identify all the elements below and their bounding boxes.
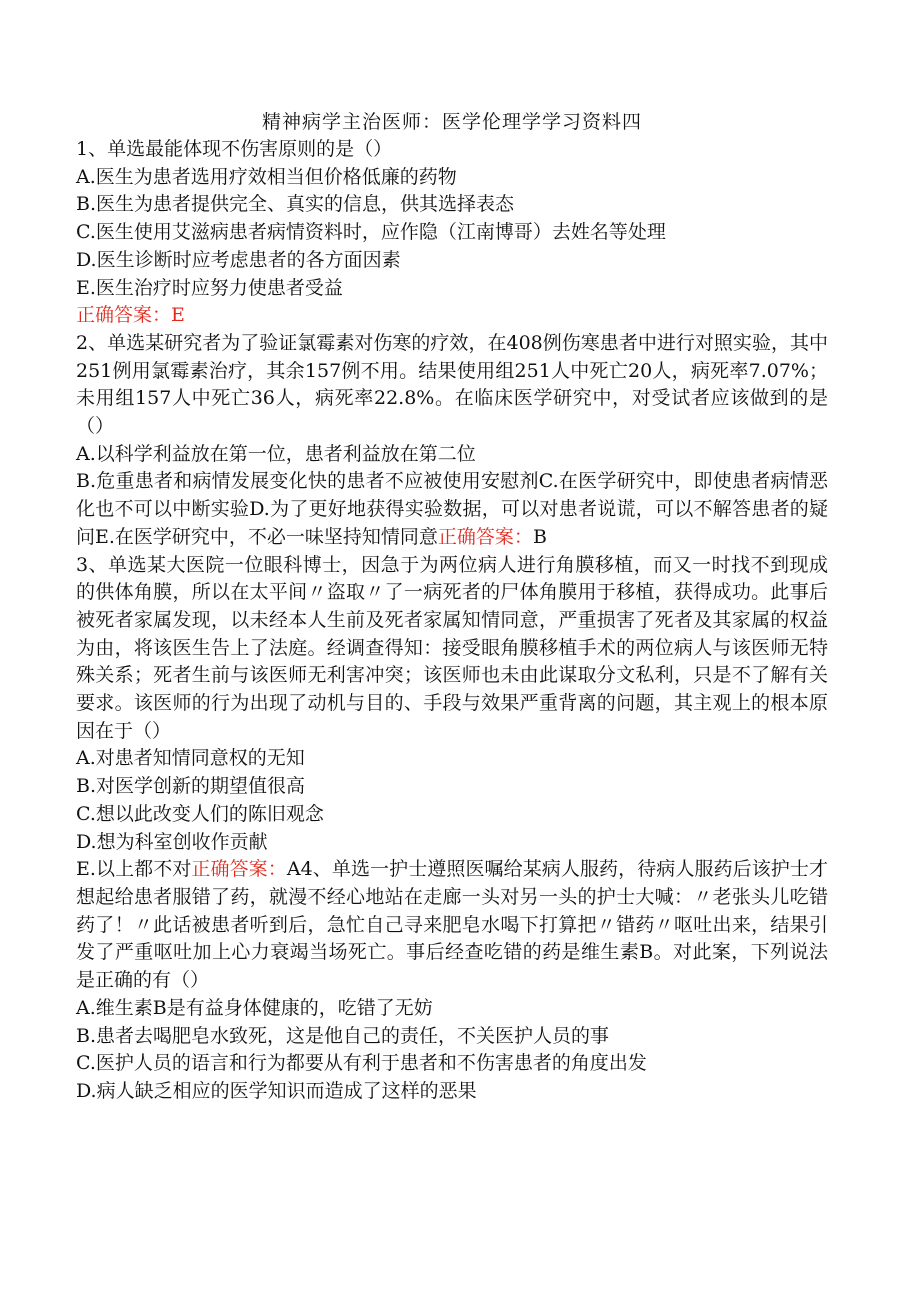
question-3-option-e-and-question-4	[76, 856, 828, 995]
question-3-answer-label: 正确答案：	[191, 858, 287, 881]
question-3-option-c: C.想以此改变人们的陈旧观念	[76, 802, 324, 825]
question-3-option-b: B.对医学创新的期望值很高	[76, 775, 306, 798]
question-1-option-b: B.医生为患者提供完全、真实的信息，供其选择表态	[76, 193, 515, 216]
question-1-stem: 1、单选最能体现不伤害原则的是（）	[76, 138, 393, 160]
question-2-answer-label: 正确答案：	[437, 525, 533, 548]
question-4-option-c: C.医护人员的语言和行为都要从有利于患者和不伤害患者的角度出发	[76, 1052, 647, 1075]
question-4-option-b: B.患者去喝肥皂水致死，这是他自己的责任，不关医护人员的事	[76, 1024, 610, 1047]
question-1-option-d: D.医生诊断时应考虑患者的各方面因素	[76, 248, 401, 271]
question-2-stem: 2、单选某研究者为了验证氯霉素对伤寒的疗效，在408例伤寒患者中进行对照实验，其中251例用氯霉素治疗，其余157例不用。结果使用组251人中死亡20人，病死率7.07%；未用组157人中死亡36人，病死率22.8%。在临床医学研究中，对受试者应该做到的是（）	[76, 331, 828, 438]
question-1-option-e: E.医生治疗时应努力使患者受益	[76, 276, 343, 299]
question-3-option-e: E.以上都不对	[76, 858, 192, 881]
question-3-option-d: D.想为科室创收作贡献	[76, 830, 268, 853]
question-1-answer: 正确答案：E	[76, 304, 185, 327]
document-title: 精神病学主治医师：医学伦理学学习资料四	[261, 111, 642, 133]
question-1-option-a: A.医生为患者选用疗效相当但价格低廉的药物	[76, 165, 457, 188]
question-1-option-c: C.医生使用艾滋病患者病情资料时，应作隐（江南博哥）去姓名等处理	[76, 221, 666, 244]
question-2-options-continuation	[76, 468, 828, 551]
question-3-answer-value: A	[286, 858, 301, 881]
question-2-answer-value: B	[532, 525, 547, 548]
question-2-options-rest: B.危重患者和病情发展变化快的患者不应被使用安慰剂C.在医学研究中，即使患者病情恶化也不可以中断实验D.为了更好地获得实验数据，可以对患者说谎，可以不解答患者的疑问E.在医学研究中，不必一味坚持知情同意	[76, 470, 828, 548]
question-3-stem: 3、单选某大医院一位眼科博士，因急于为两位病人进行角膜移植，而又一时找不到现成的供体角膜，所以在太平间〃盗取〃了一病死者的尸体角膜用于移植，获得成功。此事后被死者家属发现，以未经本人生前及死者家属知情同意，严重损害了死者及其家属的权益为由，将该医生告上了法庭。经调查得知：接受眼角膜移植手术的两位病人与该医师无特殊关系；死者生前与该医师无利害冲突；该医师也未由此谋取分文私利，只是不了解有关要求。该医师的行为出现了动机与目的、手段与效果严重背离的问题，其主观上的根本原因在于（）	[76, 553, 828, 742]
question-4-option-d: D.病人缺乏相应的医学知识而造成了这样的恶果	[76, 1079, 477, 1102]
question-3-option-a: A.对患者知情同意权的无知	[76, 747, 305, 770]
question-2-option-a: A.以科学利益放在第一位，患者利益放在第二位	[76, 442, 476, 465]
question-4-option-a: A.维生素B是有益身体健康的，吃错了无妨	[76, 996, 433, 1019]
question-4-stem: 4、单选一护士遵照医嘱给某病人服药，待病人服药后该护士才想起给患者服错了药，就漫不经心地站在走廊一头对另一头的护士大喊：〃老张头儿吃错药了！〃此话被患者听到后，急忙自己寻来肥皂水喝下打算把〃错药〃呕吐出来，结果引发了严重呕吐加上心力衰竭当场死亡。事后经查吃错的药是维生素B。对此案，下列说法是正确的有（）	[76, 858, 828, 992]
